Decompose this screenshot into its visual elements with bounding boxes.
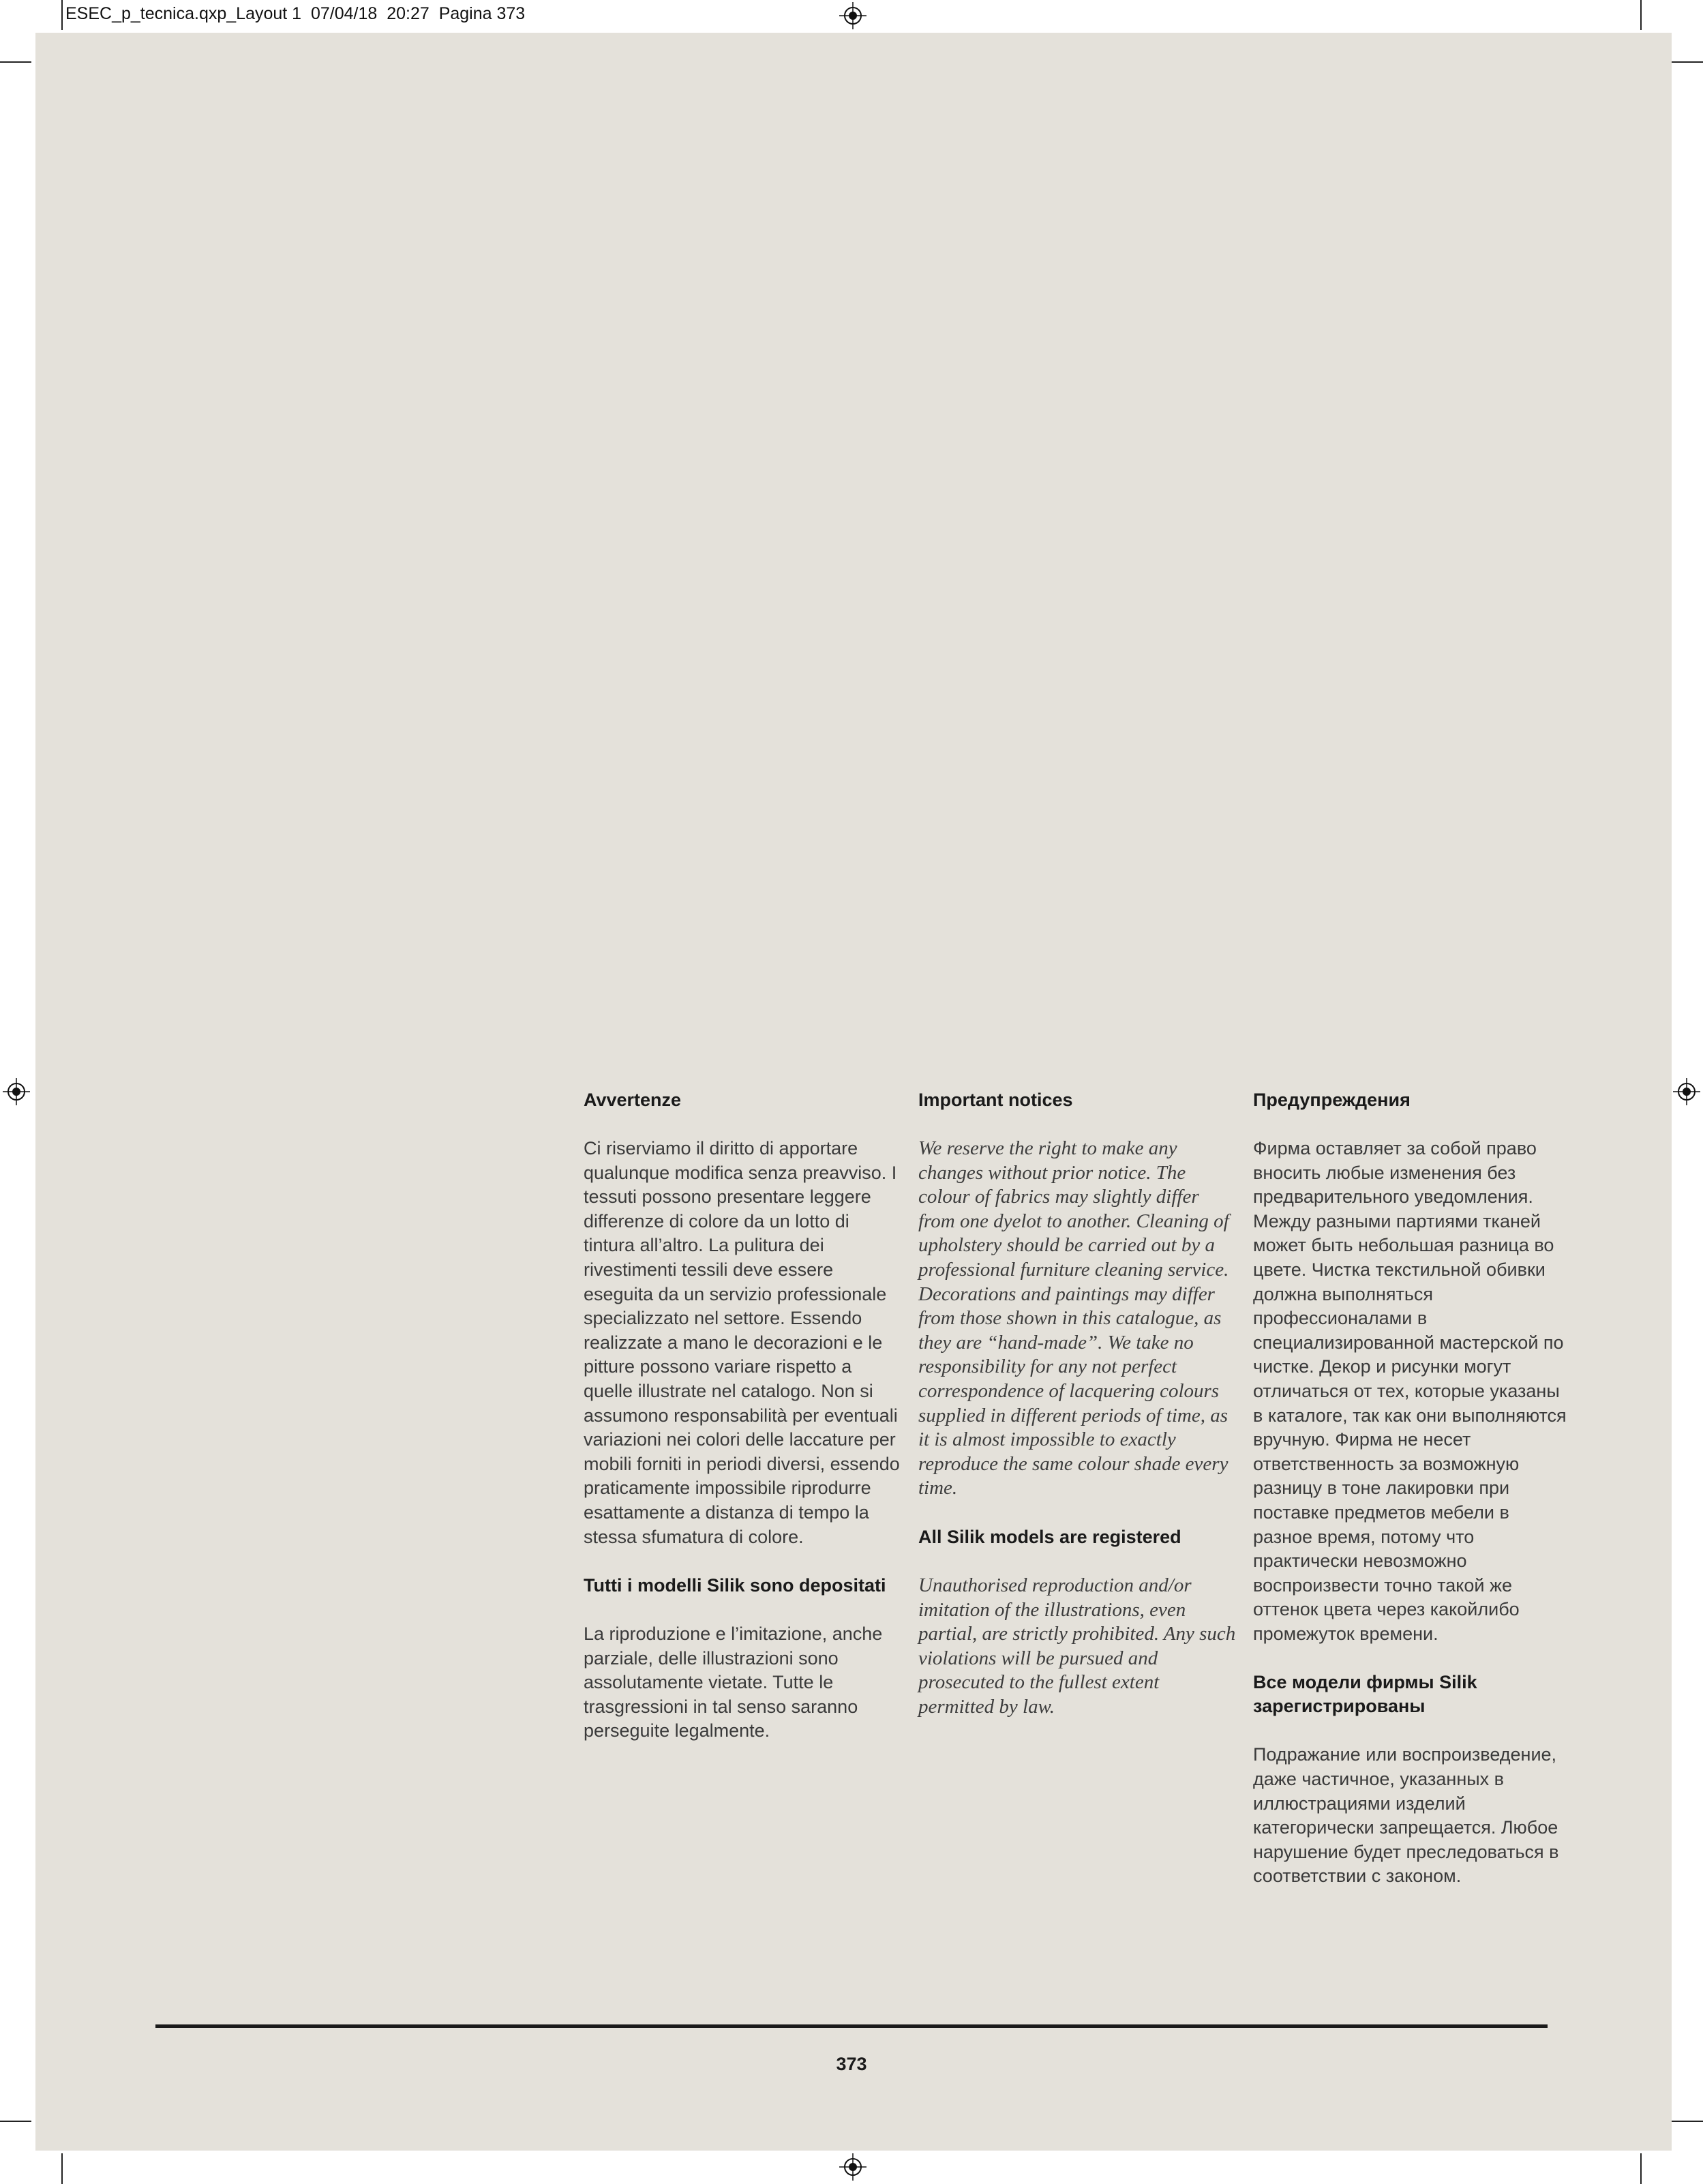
slug-time: 20:27 <box>387 4 429 23</box>
heading-russian-notices: Предупреждения <box>1253 1090 1411 1110</box>
paragraph-english-registered: Unauthorised reproduction and/or imitation of the illustrations, even partial, are strictly prohibited. Any such violations will be pursued and prosecuted to the fullest extent permitted by law. <box>918 1574 1236 1718</box>
slug-date: 07/04/18 <box>310 4 378 23</box>
footer-rule <box>155 2024 1548 2028</box>
print-slug <box>65 4 525 24</box>
registration-mark-icon <box>3 1078 30 1105</box>
slug-page-label: Pagina 373 <box>438 4 526 23</box>
column-english <box>918 1088 1239 1744</box>
paragraph-italian-notice: Ci riserviamo il diritto di apportare qualunque modifica senza preavviso. I tessuti possono presentare leggere differenze di colore da un lotto di tintura all’altro. La pulitura dei rivestimenti tessili deve essere eseguita da un servizio professionale specializzato nel settore. Essendo realizzate a mano le decorazioni e le pitture possono variare rispetto a quelle illustrate nel catalogo. Non si assumono responsabilità per eventuali variazioni nei colori delle laccature per mobili forniti in periodi diversi, essendo praticamente impossibile riprodurre esattamente a distanza di tempo la stessa sfumatura di colore. <box>584 1138 900 1547</box>
registration-mark-icon <box>1673 1078 1700 1105</box>
registration-mark-icon <box>839 2 866 29</box>
crop-mark <box>0 2121 31 2122</box>
paragraph-russian-registered: Подражание или воспроизведение, даже частичное, указанных в иллюстрациями изделий категорически запрещается. Любое нарушение будет преследоваться в соответствии с законом. <box>1253 1744 1559 1887</box>
crop-mark <box>61 0 63 30</box>
heading-italian-registered: Tutti i modelli Silik sono depositati <box>584 1575 886 1596</box>
column-russian <box>1253 1088 1573 1913</box>
crop-mark <box>1640 2153 1642 2184</box>
slug-file: ESEC_p_tecnica.qxp_Layout 1 <box>65 4 302 23</box>
crop-mark <box>61 2153 63 2184</box>
heading-english-registered: All Silik models are registered <box>918 1526 1181 1547</box>
heading-avvertenze: Avvertenze <box>584 1090 682 1110</box>
heading-russian-registered: Все модели фирмы Silik зарегистрированы <box>1253 1672 1477 1717</box>
crop-mark <box>1672 2121 1703 2122</box>
crop-mark <box>0 61 31 63</box>
paragraph-english-notice: We reserve the right to make any changes without prior notice. The colour of fabrics may slightly differ from one dyelot to another. Cleaning of upholstery should be carried out by a professional furniture cleaning service. Decorations and paintings may differ from those shown in this catalogue, as they are “hand-made”. We take no responsibility for any not perfect correspondence of lacquering colours supplied in different periods of time, as it is almost impossible to exactly reproduce the same colour shade every time. <box>918 1137 1229 1499</box>
heading-important-notices: Important notices <box>918 1090 1073 1110</box>
column-italian <box>584 1088 904 1768</box>
page-number: 373 <box>836 2054 867 2074</box>
registration-mark-icon <box>839 2153 866 2181</box>
paragraph-russian-notice: Фирма оставляет за собой право вносить любые изменения без предварительного уведомления. Между разными партиями тканей может быть небольшая разница во цвете. Чистка текстильной обивки должна выполняться профессионалами в специализированной мастерской по чистке. Декор и рисунки могут отличаться от тех, которые указаны в каталоге, так как они выполняются вручную. Фирма не несет ответственность за возможную разницу в тоне лакировки при поставке предметов мебели в разное время, потому что практически невозможно воспроизвести точно такой же оттенок цвета через какойлибо промежуток времени. <box>1253 1138 1567 1644</box>
crop-mark <box>1640 0 1642 30</box>
crop-mark <box>1672 61 1703 63</box>
paragraph-italian-registered: La riproduzione e l’imitazione, anche parziale, delle illustrazioni sono assolutamente vietate. Tutte le trasgressioni in tal senso saranno perseguite legalmente. <box>584 1624 883 1741</box>
